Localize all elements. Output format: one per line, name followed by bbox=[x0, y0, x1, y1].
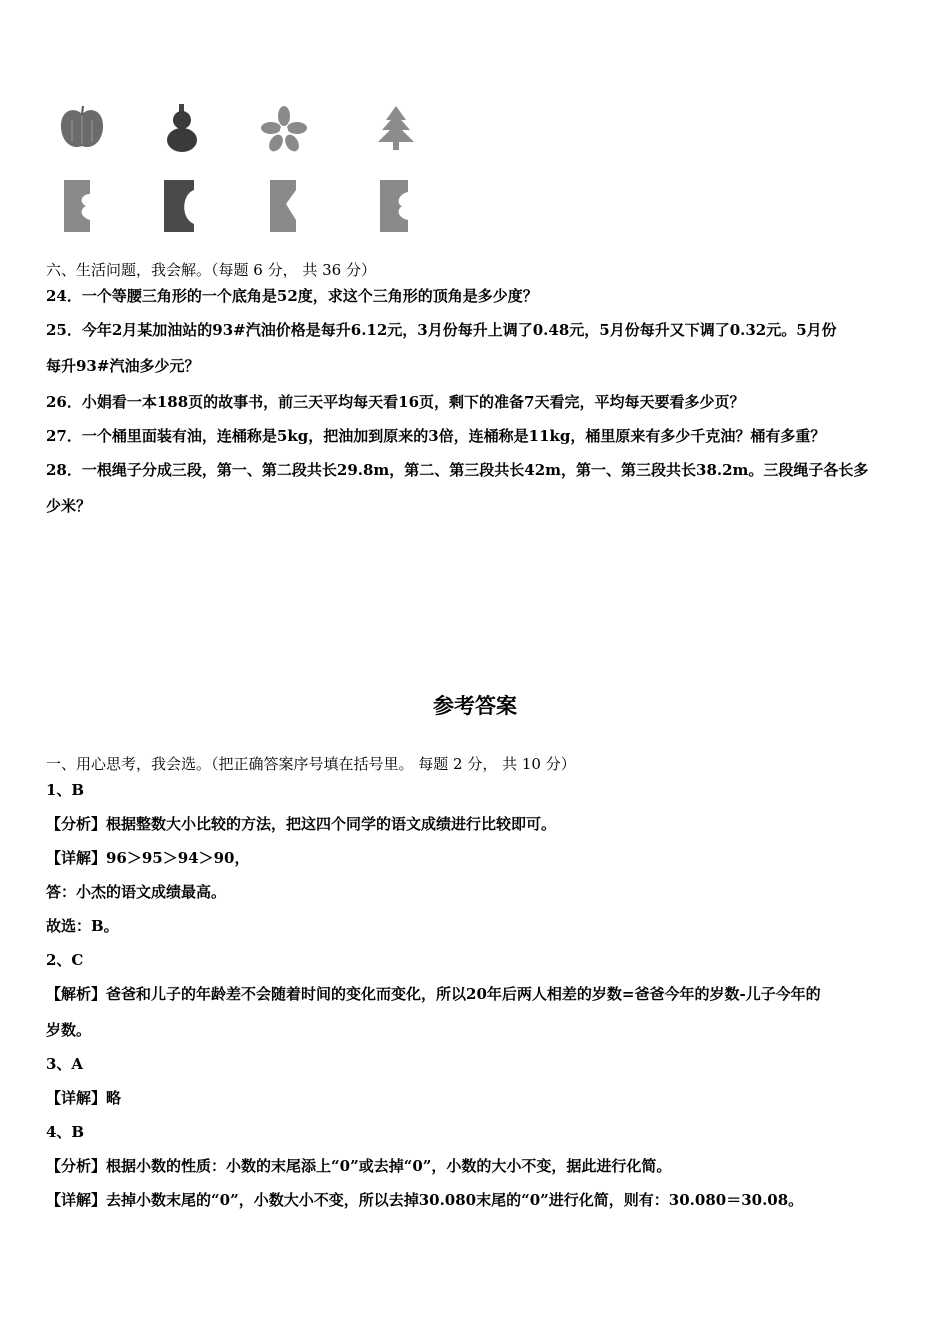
answers-title: 参考答案 bbox=[433, 694, 517, 718]
answer-1-detail: 【详解】96＞95＞94＞90， bbox=[46, 849, 250, 867]
answer-4-detail: 【详解】去掉小数末尾的“0”，小数大小不变，所以去掉30.080末尾的“0”进行化简，则有：30.080＝30.08。 bbox=[46, 1191, 804, 1209]
answer-2-explain-line-2: 岁数。 bbox=[46, 1021, 92, 1039]
question-25-line-1: 25．今年2月某加油站的93#汽油价格是每升6.12元，3月份每升上调了0.48元，5月份每升又下调了0.32元。5月份 bbox=[46, 321, 837, 339]
question-28-line-2: 少米？ bbox=[46, 497, 92, 515]
question-25-line-2: 每升93#汽油多少元？ bbox=[46, 357, 200, 375]
answer-3-detail: 【详解】略 bbox=[46, 1089, 122, 1107]
answer-2-explain-line-1: 【解析】爸爸和儿子的年龄差不会随着时间的变化而变化，所以20年后两人相差的岁数=爸爸今年的岁数-儿子今年的 bbox=[46, 985, 821, 1003]
section-6-heading: 六、生活问题，我会解。（每题 6 分， 共 36 分） bbox=[46, 261, 376, 279]
cut-card-b-icon bbox=[152, 176, 212, 236]
question-28-line-1: 28．一根绳子分成三段，第一、第二段共长29.8m，第二、第三段共长42m，第一、第三段共长38.2m。三段绳子各长多 bbox=[46, 461, 869, 479]
cut-card-d-icon bbox=[368, 176, 428, 236]
answer-1: 1、B bbox=[46, 781, 85, 799]
question-24: 24．一个等腰三角形的一个底角是52度，求这个三角形的顶角是多少度？ bbox=[46, 287, 538, 305]
answer-2: 2、C bbox=[46, 951, 84, 969]
tree-shape-icon bbox=[366, 100, 426, 160]
apple-shape-icon bbox=[52, 100, 112, 160]
answers-section-1-heading: 一、用心思考，我会选。（把正确答案序号填在括号里。 每题 2 分， 共 10 分） bbox=[46, 755, 576, 773]
question-26: 26．小娟看一本188页的故事书，前三天平均每天看16页，剩下的准备7天看完，平均每天要看多少页？ bbox=[46, 393, 745, 411]
gourd-shape-icon bbox=[152, 100, 212, 160]
answer-1-analysis: 【分析】根据整数大小比较的方法，把这四个同学的语文成绩进行比较即可。 bbox=[46, 815, 557, 833]
question-27: 27．一个桶里面装有油，连桶称是5kg，把油加到原来的3倍，连桶称是11kg，桶里原来有多少千克油？桶有多重？ bbox=[46, 427, 826, 445]
cut-card-a-icon bbox=[52, 176, 112, 236]
answer-4-analysis: 【分析】根据小数的性质：小数的末尾添上“0”或去掉“0”，小数的大小不变，据此进行化简。 bbox=[46, 1157, 672, 1175]
answer-4: 4、B bbox=[46, 1123, 85, 1141]
answer-1-choice: 故选：B。 bbox=[46, 917, 119, 935]
answer-3: 3、A bbox=[46, 1055, 84, 1073]
answer-1-answer: 答：小杰的语文成绩最高。 bbox=[46, 883, 227, 901]
flower-shape-icon bbox=[254, 100, 314, 160]
cut-card-c-icon bbox=[258, 176, 318, 236]
